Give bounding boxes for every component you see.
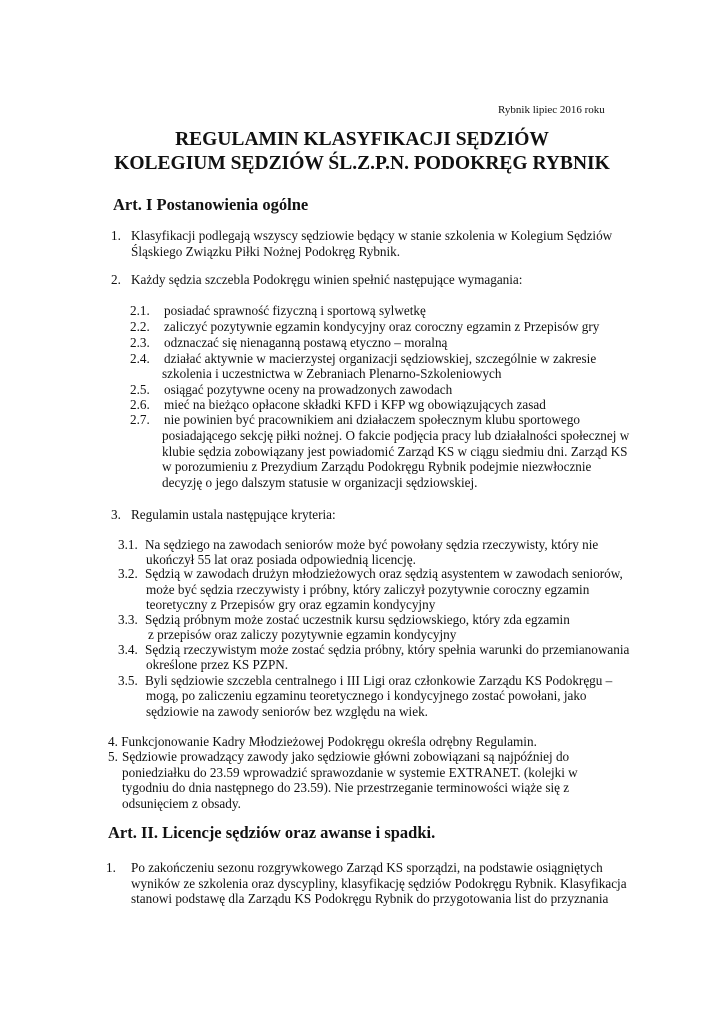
criterion-line: sędziowie na zawody seniorów bez względu na wiek. xyxy=(146,704,428,719)
criterion-line: ukończył 55 lat oraz posiada odpowiednią licencję. xyxy=(146,552,416,567)
criterion-number: 3.1. xyxy=(118,537,138,552)
paragraph-line: Klasyfikacji podlegają wszyscy sędziowie będący w stanie szkolenia w Kolegium Sędziów xyxy=(131,228,613,243)
paragraph-number: 1. xyxy=(106,860,116,875)
document-title-line-2: KOLEGIUM SĘDZIÓW ŚL.Z.P.N. PODOKRĘG RYBNIK xyxy=(114,153,610,174)
criterion-line: Na sędziego na zawodach seniorów może być powołany sędzia rzeczywisty, który nie xyxy=(145,537,599,552)
criterion-number: 3.2. xyxy=(118,566,138,581)
paragraph-line: Każdy sędzia szczebla Podokręgu winien spełnić następujące wymagania: xyxy=(131,272,523,287)
criterion-line: Sędzią w zawodach drużyn młodzieżowych oraz sędzią asystentem w zawodach seniorów, xyxy=(145,566,623,581)
paragraph-line: 4. Funkcjonowanie Kadry Młodzieżowej Podokręgu określa odrębny Regulamin. xyxy=(108,734,537,749)
paragraph-line: odsunięciem z obsady. xyxy=(122,796,241,811)
paragraph-number: 5. xyxy=(108,749,118,764)
requirement-number: 2.3. xyxy=(130,335,150,350)
section-heading-art-2: Art. II. Licencje sędziów oraz awanse i spadki. xyxy=(108,823,436,842)
paragraph-number: 2. xyxy=(111,272,121,287)
requirement-line: zaliczyć pozytywnie egzamin kondycyjny oraz coroczny egzamin z Przepisów gry xyxy=(164,319,600,334)
paragraph-line: stanowi podstawę dla Zarządu KS Podokręgu Rybnik do przygotowania list do przyznania xyxy=(131,891,609,906)
requirement-number: 2.7. xyxy=(130,412,150,427)
requirement-line: szkolenia i uczestnictwa w Zebraniach Plenarno-Szkoleniowych xyxy=(162,366,502,381)
section-heading-art-1: Art. I Postanowienia ogólne xyxy=(113,195,309,214)
criterion-line: może być sędzia rzeczywisty i próbny, który zaliczył pozytywnie coroczny egzamin xyxy=(146,582,590,597)
criterion-line: mogą, po zaliczeniu egzaminu teoretycznego i kondycyjnego zostać powołani, jako xyxy=(146,688,587,703)
requirement-number: 2.4. xyxy=(130,351,150,366)
requirement-number: 2.2. xyxy=(130,319,150,334)
paragraph-line: tygodniu do dnia następnego do 23.59). Nie przestrzeganie terminowości wiąże się z xyxy=(122,780,570,795)
requirement-line: w porozumieniu z Prezydium Zarządu Podokręgu Rybnik podejmie niezwłocznie xyxy=(162,459,592,474)
criterion-number: 3.4. xyxy=(118,642,138,657)
paragraph-number: 3. xyxy=(111,507,121,522)
criterion-line: określone przez KS PZPN. xyxy=(146,657,289,672)
requirement-line: decyzję o jego dalszym statusie w organizacji sędziowskiej. xyxy=(162,475,478,490)
paragraph-line: poniedziałku do 23.59 wprowadzić sprawozdanie w systemie EXTRANET. (kolejki w xyxy=(122,765,578,780)
requirement-line: posiadającego sekcję piłki nożnej. O fakcie podjęcia pracy lub działalności społecznej w xyxy=(162,428,630,443)
document-title-line-1: REGULAMIN KLASYFIKACJI SĘDZIÓW xyxy=(175,129,549,150)
requirement-line: posiadać sprawność fizyczną i sportową sylwetkę xyxy=(164,303,426,318)
requirement-number: 2.5. xyxy=(130,382,150,397)
requirement-line: klubie sędzia zobowiązany jest powiadomić Zarząd KS w ciągu siedmiu dni. Zarząd KS xyxy=(162,444,628,459)
paragraph-line: Regulamin ustala następujące kryteria: xyxy=(131,507,336,522)
paragraph-line: wyników ze szkolenia oraz dyscypliny, klasyfikację sędziów Podokręgu Rybnik. Klasyfikacja xyxy=(131,876,627,891)
requirement-number: 2.6. xyxy=(130,397,150,412)
paragraph-number: 1. xyxy=(111,228,121,243)
paragraph-line: Po zakończeniu sezonu rozgrywkowego Zarząd KS sporządzi, na podstawie osiągniętych xyxy=(131,860,603,875)
requirement-line: działać aktywnie w macierzystej organizacji sędziowskiej, szczególnie w zakresie xyxy=(164,351,597,366)
criterion-number: 3.3. xyxy=(118,612,138,627)
document-date: Rybnik lipiec 2016 roku xyxy=(498,104,605,116)
requirement-number: 2.1. xyxy=(130,303,150,318)
criterion-line: Sędzią próbnym może zostać uczestnik kursu sędziowskiego, który zda egzamin xyxy=(145,612,570,627)
criterion-number: 3.5. xyxy=(118,673,138,688)
criterion-line: teoretyczny z Przepisów gry oraz egzamin kondycyjny xyxy=(146,597,436,612)
requirement-line: nie powinien być pracownikiem ani działaczem społecznym klubu sportowego xyxy=(164,412,581,427)
paragraph-line: Śląskiego Związku Piłki Nożnej Podokręg Rybnik. xyxy=(131,244,401,259)
criterion-line: Sędzią rzeczywistym może zostać sędzia próbny, który spełnia warunki do przemianowania xyxy=(145,642,630,657)
criterion-line: Byli sędziowie szczebla centralnego i III Ligi oraz członkowie Zarządu KS Podokręgu – xyxy=(145,673,613,688)
criterion-line: z przepisów oraz zaliczy pozytywnie egzamin kondycyjny xyxy=(148,627,457,642)
paragraph-line: Sędziowie prowadzący zawody jako sędziowie główni zobowiązani są najpóźniej do xyxy=(122,749,570,764)
requirement-line: osiągać pozytywne oceny na prowadzonych zawodach xyxy=(164,382,453,397)
requirement-line: mieć na bieżąco opłacone składki KFD i KFP wg obowiązujących zasad xyxy=(164,397,546,412)
requirement-line: odznaczać się nienaganną postawą etyczno – moralną xyxy=(164,335,448,350)
